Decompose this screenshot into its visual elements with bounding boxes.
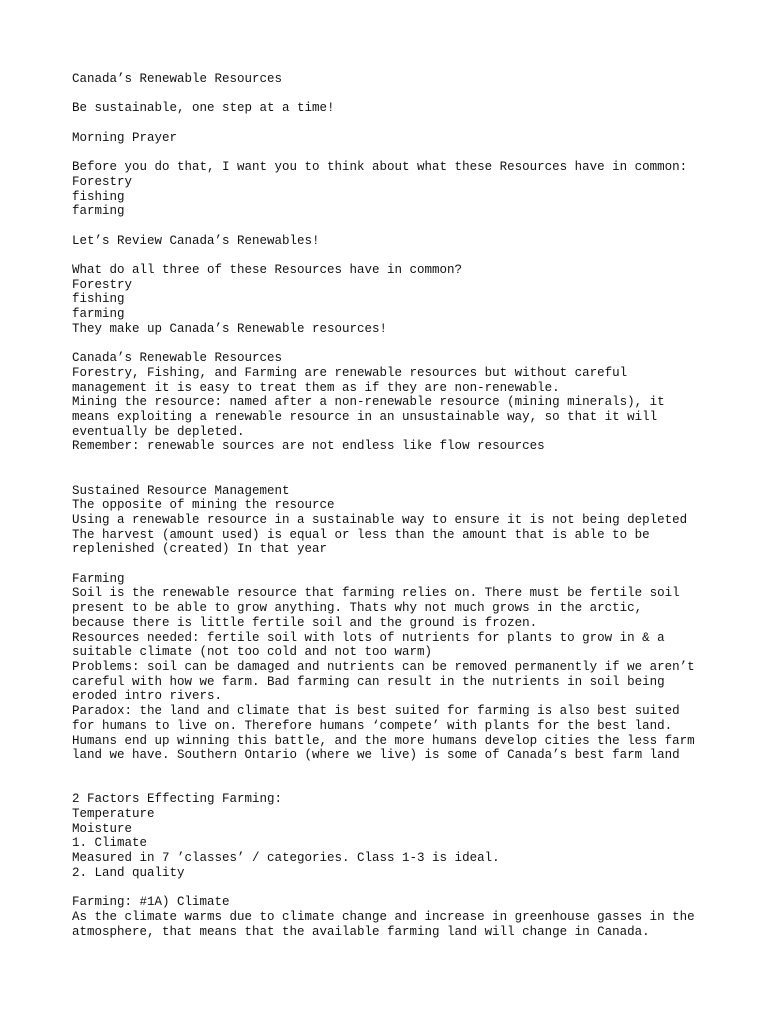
body-line: eventually be depleted.: [72, 424, 245, 439]
review-heading: Let’s Review Canada’s Renewables!: [72, 233, 320, 248]
body-line: present to be able to grow anything. Thats why not much grows in the arctic,: [72, 601, 643, 616]
body-line: Paradox: the land and climate that is best suited for farming is also best suited: [72, 704, 680, 719]
intro-question: Before you do that, I want you to think about what these Resources have in common:: [72, 160, 688, 175]
body-line: Measured in 7 ’classes’ / categories. Class 1-3 is ideal.: [72, 851, 500, 866]
renewables-section: [72, 351, 732, 454]
sustained-section: [72, 484, 732, 558]
body-line: Forestry, Fishing, and Farming are renewable resources but without careful: [72, 365, 628, 380]
list-item: Forestry: [72, 277, 133, 292]
common-answer: They make up Canada’s Renewable resources!: [72, 321, 388, 336]
body-line: Mining the resource: named after a non-renewable resource (mining minerals), it: [72, 395, 665, 410]
climate-section: [72, 895, 732, 939]
body-line: land we have. Southern Ontario (where we live) is some of Canada’s best farm land: [72, 748, 680, 763]
farming-section: [72, 572, 732, 763]
tagline: Be sustainable, one step at a time!: [72, 101, 335, 116]
body-line: Using a renewable resource in a sustainable way to ensure it is not being depleted: [72, 512, 688, 527]
body-line: Problems: soil can be damaged and nutrients can be removed permanently if we aren’t: [72, 660, 695, 674]
intro-section: [72, 160, 732, 219]
body-line: eroded intro rivers.: [72, 689, 223, 704]
body-line: because there is little fertile soil and the ground is frozen.: [72, 615, 538, 630]
section-heading: 2 Factors Effecting Farming:: [72, 792, 283, 807]
list-item: farming: [72, 307, 125, 322]
body-line: Soil is the renewable resource that farming relies on. There must be fertile soil: [72, 586, 680, 601]
factors-section: [72, 792, 732, 880]
section-heading: Farming: #1A) Climate: [72, 895, 230, 910]
body-line: atmosphere, that means that the available farming land will change in Canada.: [72, 924, 650, 939]
body-line: Humans end up winning this battle, and the more humans develop cities the less farm: [72, 733, 695, 748]
document-title: Canada’s Renewable Resources: [72, 72, 283, 86]
body-line: careful with how we farm. Bad farming can result in the nutrients in soil being: [72, 674, 665, 689]
list-item: Forestry: [72, 174, 133, 189]
common-question: What do all three of these Resources have in common?: [72, 263, 463, 278]
body-line: The opposite of mining the resource: [72, 498, 335, 513]
body-line: As the climate warms due to climate change and increase in greenhouse gasses in the: [72, 909, 695, 924]
body-line: Remember: renewable sources are not endless like flow resources: [72, 439, 545, 454]
body-line: means exploiting a renewable resource in an unsustainable way, so that it will: [72, 410, 658, 425]
common-section: [72, 263, 732, 337]
body-line: Moisture: [72, 821, 133, 836]
body-line: management it is easy to treat them as if they are non-renewable.: [72, 380, 560, 395]
body-line: The harvest (amount used) is equal or less than the amount that is able to be: [72, 527, 650, 542]
body-line: Temperature: [72, 807, 155, 822]
list-item: farming: [72, 204, 125, 219]
body-line: suitable climate (not too cold and not too warm): [72, 645, 433, 660]
section-heading: Canada’s Renewable Resources: [72, 351, 283, 366]
list-item: fishing: [72, 292, 125, 307]
section-heading: Farming: [72, 571, 125, 586]
body-line: for humans to live on. Therefore humans ‘compete’ with plants for the best land.: [72, 718, 673, 733]
section-heading: Sustained Resource Management: [72, 483, 290, 498]
prayer-heading: Morning Prayer: [72, 130, 178, 145]
body-line: 2. Land quality: [72, 865, 185, 880]
list-item: fishing: [72, 189, 125, 204]
body-line: Resources needed: fertile soil with lots of nutrients for plants to grow in & a: [72, 630, 665, 645]
document-page: [72, 72, 732, 939]
body-line: 1. Climate: [72, 836, 148, 851]
body-line: replenished (created) In that year: [72, 542, 328, 557]
